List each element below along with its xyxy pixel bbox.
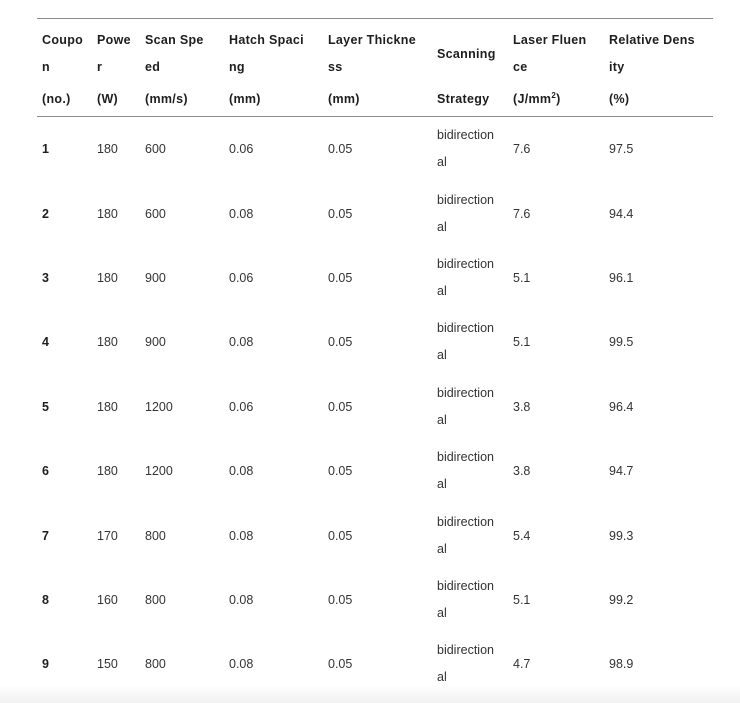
cell-speed: 800 bbox=[145, 592, 166, 607]
cell-layer: 0.05 bbox=[328, 528, 353, 543]
cell-strategy-line2: al bbox=[437, 219, 447, 234]
cell-power: 180 bbox=[97, 270, 118, 285]
cell-layer: 0.05 bbox=[328, 464, 353, 479]
cell-power: 180 bbox=[97, 335, 118, 350]
cell-fluence: 3.8 bbox=[513, 399, 531, 414]
unit-hatch-spacing: (mm) bbox=[229, 92, 261, 106]
header-hatch-spacing: Hatch Spaci ng bbox=[229, 33, 304, 74]
cell-fluence: 4.7 bbox=[513, 657, 531, 672]
cell-speed: 800 bbox=[145, 657, 166, 672]
cell-speed: 1200 bbox=[145, 399, 173, 414]
header-scanning: Scanning bbox=[437, 46, 496, 61]
header-relative-density: Relative Dens ity bbox=[609, 33, 695, 74]
cell-strategy bbox=[432, 246, 508, 310]
cell-speed: 600 bbox=[145, 142, 166, 157]
cell-fluence: 5.1 bbox=[513, 592, 531, 607]
unit-relative-density: (%) bbox=[609, 92, 630, 106]
cell-strategy bbox=[432, 310, 508, 374]
cell-hatch: 0.06 bbox=[229, 270, 254, 285]
cell-density: 94.4 bbox=[609, 206, 634, 221]
cell-coupon: 9 bbox=[42, 657, 49, 672]
cell-layer: 0.05 bbox=[328, 335, 353, 350]
unit-strategy: Strategy bbox=[437, 92, 490, 106]
cell-strategy bbox=[432, 117, 508, 181]
cell-layer: 0.05 bbox=[328, 270, 353, 285]
header-power: Powe r bbox=[97, 33, 131, 74]
header-laser-fluence: Laser Fluen ce bbox=[513, 33, 587, 74]
cell-layer: 0.05 bbox=[328, 206, 353, 221]
cell-density: 98.9 bbox=[609, 657, 634, 672]
cell-strategy-line2: al bbox=[437, 283, 447, 298]
cell-speed: 900 bbox=[145, 270, 166, 285]
cell-density: 96.1 bbox=[609, 270, 634, 285]
table-row bbox=[37, 439, 713, 503]
cell-hatch: 0.08 bbox=[229, 464, 254, 479]
table-row bbox=[37, 568, 713, 632]
cell-speed: 900 bbox=[145, 335, 166, 350]
cell-strategy-line1: bidirection bbox=[437, 385, 494, 400]
cell-strategy-line2: al bbox=[437, 155, 447, 170]
cell-hatch: 0.08 bbox=[229, 206, 254, 221]
table-row bbox=[37, 246, 713, 310]
table-row bbox=[37, 181, 713, 245]
table-row bbox=[37, 310, 713, 374]
cell-coupon: 6 bbox=[42, 464, 49, 479]
cell-strategy bbox=[432, 503, 508, 567]
cell-density: 99.2 bbox=[609, 592, 634, 607]
cell-strategy bbox=[432, 439, 508, 503]
cell-power: 160 bbox=[97, 592, 118, 607]
cell-power: 150 bbox=[97, 657, 118, 672]
cell-fluence: 3.8 bbox=[513, 464, 531, 479]
unit-laser-fluence: $(J/mm^2)$ bbox=[513, 90, 561, 106]
cell-strategy bbox=[432, 375, 508, 439]
header-scan-speed: Scan Spe ed bbox=[145, 33, 204, 74]
cell-strategy-line2: al bbox=[437, 670, 447, 685]
parameters-table-container bbox=[37, 18, 713, 697]
cell-strategy-line2: al bbox=[437, 412, 447, 427]
cell-strategy-line2: al bbox=[437, 477, 447, 492]
cell-density: 94.7 bbox=[609, 464, 634, 479]
cell-layer: 0.05 bbox=[328, 592, 353, 607]
cell-speed: 1200 bbox=[145, 464, 173, 479]
table-row bbox=[37, 503, 713, 567]
cell-density: 99.3 bbox=[609, 528, 634, 543]
header-coupon: Coupo n bbox=[42, 33, 84, 74]
cell-fluence: 5.1 bbox=[513, 270, 531, 285]
cell-strategy-line1: bidirection bbox=[437, 514, 494, 529]
bottom-fade bbox=[0, 685, 740, 703]
cell-hatch: 0.08 bbox=[229, 592, 254, 607]
cell-fluence: 7.6 bbox=[513, 206, 531, 221]
header-layer-thickness: Layer Thickne ss bbox=[328, 33, 416, 74]
header-row-units bbox=[37, 81, 713, 116]
cell-coupon: 4 bbox=[42, 335, 49, 350]
cell-strategy-line1: bidirection bbox=[437, 643, 494, 658]
cell-fluence: 5.4 bbox=[513, 528, 531, 543]
cell-layer: 0.05 bbox=[328, 142, 353, 157]
cell-strategy-line2: al bbox=[437, 348, 447, 363]
cell-hatch: 0.06 bbox=[229, 142, 254, 157]
cell-strategy-line1: bidirection bbox=[437, 192, 494, 207]
cell-speed: 800 bbox=[145, 528, 166, 543]
cell-strategy-line1: bidirection bbox=[437, 450, 494, 465]
unit-power: (W) bbox=[97, 92, 119, 106]
table-header bbox=[37, 19, 713, 117]
table-row bbox=[37, 375, 713, 439]
cell-strategy-line1: bidirection bbox=[437, 256, 494, 271]
cell-strategy-line2: al bbox=[437, 605, 447, 620]
cell-density: 96.4 bbox=[609, 399, 634, 414]
table-body bbox=[37, 117, 713, 697]
cell-coupon: 8 bbox=[42, 592, 49, 607]
cell-power: 170 bbox=[97, 528, 118, 543]
parameters-table bbox=[37, 19, 713, 697]
cell-fluence: 5.1 bbox=[513, 335, 531, 350]
cell-strategy-line1: bidirection bbox=[437, 321, 494, 336]
cell-coupon: 2 bbox=[42, 206, 49, 221]
cell-power: 180 bbox=[97, 399, 118, 414]
unit-coupon: (no.) bbox=[42, 92, 71, 106]
cell-strategy-line1: bidirection bbox=[437, 578, 494, 593]
cell-hatch: 0.08 bbox=[229, 335, 254, 350]
cell-strategy-line1: bidirection bbox=[437, 128, 494, 143]
cell-power: 180 bbox=[97, 464, 118, 479]
cell-density: 97.5 bbox=[609, 142, 634, 157]
header-row-names bbox=[37, 19, 713, 81]
unit-layer-thickness: (mm) bbox=[328, 92, 360, 106]
cell-density: 99.5 bbox=[609, 335, 634, 350]
cell-hatch: 0.06 bbox=[229, 399, 254, 414]
cell-layer: 0.05 bbox=[328, 657, 353, 672]
cell-power: 180 bbox=[97, 206, 118, 221]
cell-strategy-line2: al bbox=[437, 541, 447, 556]
cell-hatch: 0.08 bbox=[229, 528, 254, 543]
cell-hatch: 0.08 bbox=[229, 657, 254, 672]
cell-coupon: 3 bbox=[42, 270, 49, 285]
table-row bbox=[37, 117, 713, 181]
cell-strategy bbox=[432, 181, 508, 245]
cell-coupon: 7 bbox=[42, 528, 49, 543]
cell-fluence: 7.6 bbox=[513, 142, 531, 157]
cell-coupon: 5 bbox=[42, 399, 49, 414]
cell-power: 180 bbox=[97, 142, 118, 157]
unit-scan-speed: (mm/s) bbox=[145, 92, 188, 106]
cell-coupon: 1 bbox=[42, 142, 49, 157]
cell-speed: 600 bbox=[145, 206, 166, 221]
cell-layer: 0.05 bbox=[328, 399, 353, 414]
cell-strategy bbox=[432, 568, 508, 632]
